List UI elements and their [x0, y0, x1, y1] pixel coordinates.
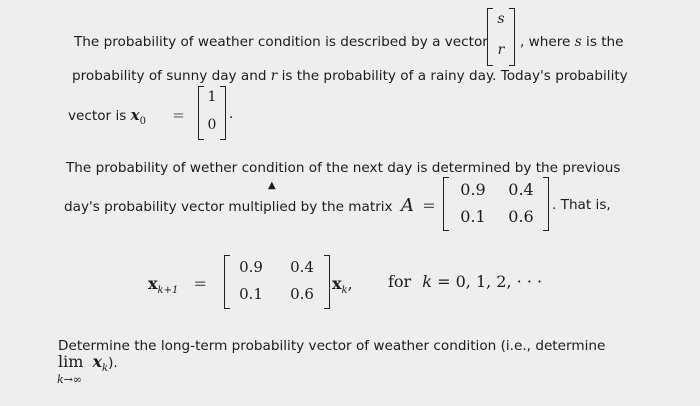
p2-line2: day's probability vector multiplied by the matrix A = [64, 195, 436, 216]
symbol-r: r [270, 68, 278, 84]
p3-line1: Determine the long-term probability vector of weather condition (i.e., determine [58, 338, 606, 354]
eqn-lhs: $x_{k+1}$ = [148, 274, 207, 296]
p3-under: k→∞ [57, 373, 83, 386]
p1-where: , where s is the [520, 34, 624, 50]
eqn-matrix: 0.9 0.4 0.1 0.6 [224, 255, 330, 309]
vector-s: s [497, 11, 505, 27]
symbol-x0: $x_0$ [130, 106, 146, 127]
vector-r: r [497, 42, 505, 58]
p1-line3: vector is $x_0$ = [68, 106, 185, 127]
eqn-for: for k = 0, 1, 2, · · · [388, 272, 543, 291]
p1-eq: = [172, 106, 185, 124]
p1-line1 [74, 34, 488, 50]
p1-line2: probability of sunny day and r is the probability of a rainy day. Today's probability [72, 68, 628, 84]
p2-tail: . That is, [552, 197, 611, 213]
cursor-icon: ▲ [268, 180, 276, 191]
p2-line1: The probability of wether condition of the next day is determined by the previous [66, 160, 621, 176]
p3-lim: $\lim x_k$). [58, 352, 118, 374]
eqn-rhs: $x_k$, [332, 274, 353, 296]
p1-lead: The probability of weather condition is described by a vector [74, 34, 488, 50]
matrix-A: 0.9 0.4 0.1 0.6 [443, 177, 549, 231]
symbol-s: s [574, 34, 582, 50]
p1-period: . [229, 106, 234, 122]
vector-s-r [487, 8, 515, 66]
vector-x0: 1 0 [198, 86, 226, 140]
symbol-A: A [400, 195, 414, 216]
